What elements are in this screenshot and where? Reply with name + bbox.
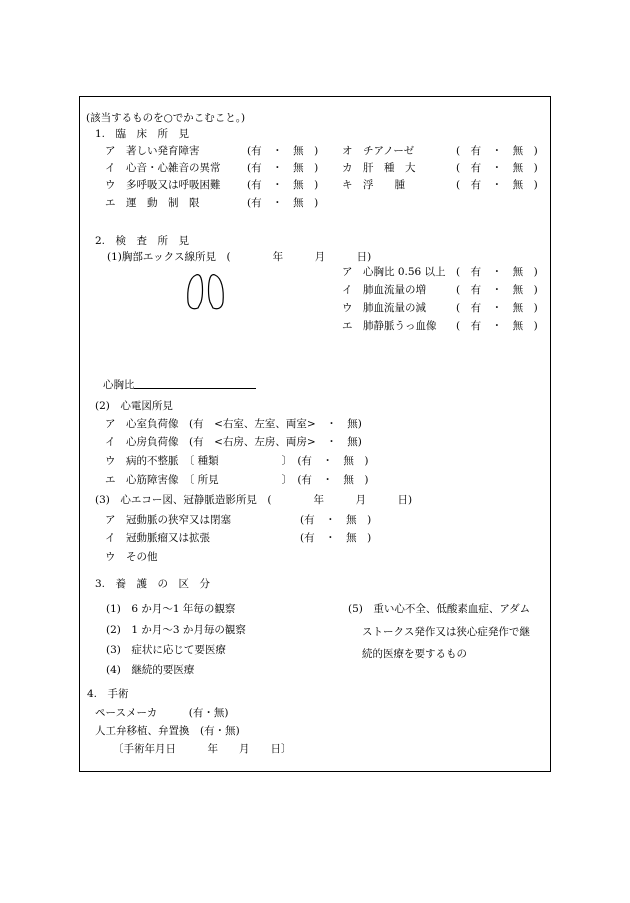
cardiothoracic-ratio-blank[interactable] bbox=[134, 388, 256, 389]
xray-item-b-choice[interactable]: ( 有 ・ 無 ) bbox=[456, 284, 538, 296]
clinical-item-c-choice[interactable]: (有 ・ 無 ) bbox=[247, 179, 319, 191]
echo-item-c-label: ウ その他 bbox=[105, 551, 158, 563]
cardiothoracic-ratio-label: 心胸比 bbox=[103, 379, 135, 391]
echo-item-b-choice[interactable]: (有 ・ 無 ) bbox=[300, 532, 372, 544]
xray-item-b-label: イ 肺血流量の増 bbox=[342, 284, 426, 296]
clinical-item-c-label: ウ 多呼吸又は呼吸困難 bbox=[105, 179, 221, 191]
ecg-item-b[interactable]: イ 心房負荷像 (有 <右房、左房、両房> ・ 無) bbox=[105, 436, 362, 448]
xray-item-a-choice[interactable]: ( 有 ・ 無 ) bbox=[456, 266, 538, 278]
xray-item-d-label: エ 肺静脈うっ血像 bbox=[342, 320, 437, 332]
care-item-5-line-1[interactable]: (5) 重い心不全、低酸素血症、アダム bbox=[348, 603, 531, 615]
echo-heading: (3) 心エコー図、冠静脈造影所見 ( 年 月 日) bbox=[95, 494, 413, 506]
xray-findings-label: (1)胸部エックス線所見 ( 年 月 日) bbox=[107, 251, 372, 263]
clinical-item-d-label: エ 運 動 制 限 bbox=[105, 197, 200, 209]
surgery-date-row[interactable]: 〔手術年月日 年 月 日〕 bbox=[113, 743, 292, 755]
xray-item-d-choice[interactable]: ( 有 ・ 無 ) bbox=[456, 320, 538, 332]
instruction-note: (該当するものを○でかこむこと。) bbox=[86, 112, 246, 124]
clinical-item-f-label: カ 肝 種 大 bbox=[342, 162, 416, 174]
lung-sketch-icon bbox=[183, 272, 229, 312]
echo-item-a-choice[interactable]: (有 ・ 無 ) bbox=[300, 514, 372, 526]
clinical-item-g-label: キ 浮 腫 bbox=[342, 179, 405, 191]
care-item-3[interactable]: (3) 症状に応じて要医療 bbox=[106, 644, 226, 656]
ecg-item-c[interactable]: ウ 病的不整脈 〔 種類 〕 (有 ・ 無 ) bbox=[105, 455, 369, 467]
clinical-item-e-label: オ チアノーゼ bbox=[342, 145, 415, 157]
pacemaker-row[interactable]: ペースメーカ (有・無) bbox=[95, 707, 229, 719]
section-3-heading: 3. 養 護 の 区 分 bbox=[95, 578, 211, 590]
ecg-item-d[interactable]: エ 心筋障害像 〔 所見 〕 (有 ・ 無 ) bbox=[105, 474, 369, 486]
care-item-5-line-2: ストークス発作又は狭心症発作で継 bbox=[362, 626, 530, 638]
echo-item-b-label: イ 冠動脈瘤又は拡張 bbox=[105, 532, 210, 544]
xray-item-c-label: ウ 肺血流量の減 bbox=[342, 302, 426, 314]
section-1-heading: 1. 臨 床 所 見 bbox=[95, 128, 190, 140]
care-item-4[interactable]: (4) 継続的要医療 bbox=[106, 664, 195, 676]
clinical-item-b-label: イ 心音・心雑音の異常 bbox=[105, 162, 221, 174]
clinical-item-a-label: ア 著しい発育障害 bbox=[105, 145, 200, 157]
valve-replacement-row[interactable]: 人工弁移植、弁置換 (有・無) bbox=[95, 725, 240, 737]
clinical-item-g-choice[interactable]: ( 有 ・ 無 ) bbox=[456, 179, 538, 191]
clinical-item-e-choice[interactable]: ( 有 ・ 無 ) bbox=[456, 145, 538, 157]
clinical-item-d-choice[interactable]: (有 ・ 無 ) bbox=[247, 197, 319, 209]
care-item-2[interactable]: (2) 1 か月〜3 か月毎の観察 bbox=[106, 624, 246, 636]
clinical-item-f-choice[interactable]: ( 有 ・ 無 ) bbox=[456, 162, 538, 174]
care-item-1[interactable]: (1) 6 か月〜1 年毎の観察 bbox=[106, 603, 236, 615]
section-4-heading: 4. 手術 bbox=[87, 688, 129, 700]
xray-item-c-choice[interactable]: ( 有 ・ 無 ) bbox=[456, 302, 538, 314]
ecg-item-a[interactable]: ア 心室負荷像 (有 <右室、左室、両室> ・ 無) bbox=[105, 418, 362, 430]
clinical-item-b-choice[interactable]: (有 ・ 無 ) bbox=[247, 162, 319, 174]
clinical-item-a-choice[interactable]: (有 ・ 無 ) bbox=[247, 145, 319, 157]
xray-item-a-label: ア 心胸比 0.56 以上 bbox=[342, 266, 446, 278]
care-item-5-line-3: 続的医療を要するもの bbox=[362, 648, 467, 660]
section-2-heading: 2. 検 査 所 見 bbox=[95, 235, 190, 247]
ecg-heading: (2) 心電図所見 bbox=[95, 400, 173, 412]
echo-item-a-label: ア 冠動脈の狭窄又は閉塞 bbox=[105, 514, 231, 526]
